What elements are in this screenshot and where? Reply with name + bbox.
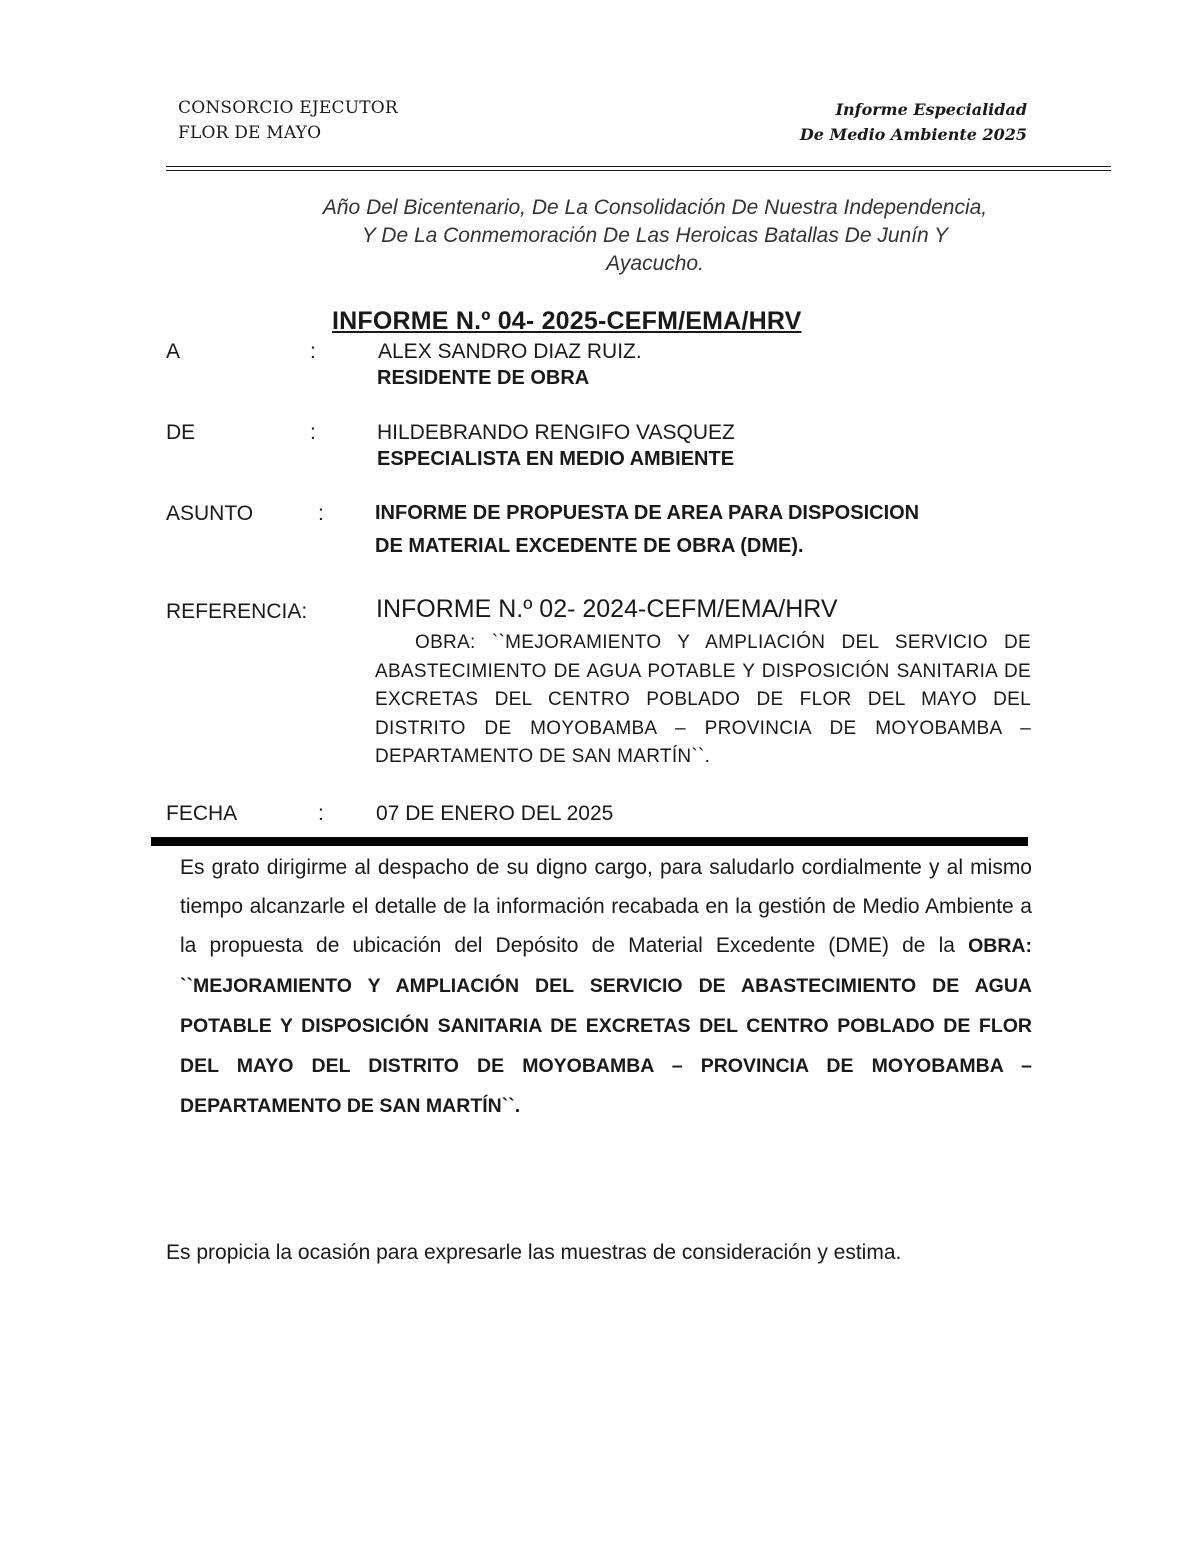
motto-line1: Año Del Bicentenario, De La Consolidación De Nuestra Independencia, (322, 196, 988, 219)
field-referencia-informe: INFORME N.º 02- 2024-CEFM/EMA/HRV (376, 595, 838, 623)
field-fecha-value: 07 DE ENERO DEL 2025 (376, 802, 614, 825)
field-fecha-colon: : (318, 802, 324, 825)
body-intro: Es grato dirigirme al despacho de su digno cargo, para saludarlo cordialmente y al mismo tiempo alcanzarle el detalle de la información recabada en la gestión de Medio Ambiente a la propuesta de ubicación del Depósito de Material Excedente (DME) de la (180, 856, 1032, 957)
field-de-role: ESPECIALISTA EN MEDIO AMBIENTE (377, 448, 735, 470)
field-de-name: HILDEBRANDO RENGIFO VASQUEZ (377, 421, 735, 444)
motto-line2: Y De La Conmemoración De Las Heroicas Batallas De Junín Y (361, 224, 949, 247)
header-left-line1: CONSORCIO EJECUTOR (178, 98, 398, 118)
field-asunto-line2: DE MATERIAL EXCEDENTE DE OBRA (DME). (375, 535, 804, 557)
section-divider (151, 837, 1028, 846)
header-right-line1: Informe Especialidad (835, 100, 1027, 119)
header-left-line2: FLOR DE MAYO (178, 123, 322, 143)
header-report-type (800, 97, 1027, 147)
field-asunto-label: ASUNTO (166, 502, 254, 525)
field-a-colon: : (310, 340, 316, 363)
field-a-role: RESIDENTE DE OBRA (377, 367, 590, 389)
header-right-line2: De Medio Ambiente 2025 (799, 125, 1027, 144)
field-a-label: A (166, 340, 181, 363)
document-title: INFORME N.º 04- 2025-CEFM/EMA/HRV (332, 307, 802, 335)
header-rule-top (166, 166, 1111, 167)
field-referencia-obra (375, 629, 1031, 772)
field-asunto-line1: INFORME DE PROPUESTA DE AREA PARA DISPOSICION (375, 502, 920, 524)
closing-sentence: Es propicia la ocasión para expresarle las muestras de consideración y estima. (166, 1241, 902, 1264)
year-motto (265, 194, 1045, 278)
field-a-name: ALEX SANDRO DIAZ RUIZ. (378, 340, 642, 363)
referencia-obra-text: OBRA: ``MEJORAMIENTO Y AMPLIACIÓN DEL SERVICIO DE ABASTECIMIENTO DE AGUA POTABLE Y DISPOSICIÓN SANITARIA DE EXCRETAS DEL CENTRO POBLADO DE FLOR DEL MAYO DEL DISTRITO DE MOYOBAMBA – PROVINCIA DE MOYOBAMBA – DEPARTAMENTO DE SAN MARTÍN``. (375, 632, 1031, 767)
field-de-label: DE (166, 421, 196, 444)
motto-line3: Ayacucho. (606, 252, 704, 275)
header-consortium (178, 96, 398, 146)
field-de-colon: : (310, 421, 316, 444)
body-obra: OBRA: ``MEJORAMIENTO Y AMPLIACIÓN DEL SERVICIO DE ABASTECIMIENTO DE AGUA POTABLE Y DISPOSICIÓN SANITARIA DE EXCRETAS DEL CENTRO POBLADO DE FLOR DEL MAYO DEL DISTRITO DE MOYOBAMBA – PROVINCIA DE MOYOBAMBA – DEPARTAMENTO DE SAN MARTÍN``. (180, 935, 1032, 1117)
field-fecha-label: FECHA (166, 802, 238, 825)
body-paragraph (180, 848, 1032, 1126)
field-referencia-label: REFERENCIA: (166, 600, 308, 623)
header-rule-bottom (166, 170, 1111, 171)
field-asunto-colon: : (318, 502, 324, 525)
